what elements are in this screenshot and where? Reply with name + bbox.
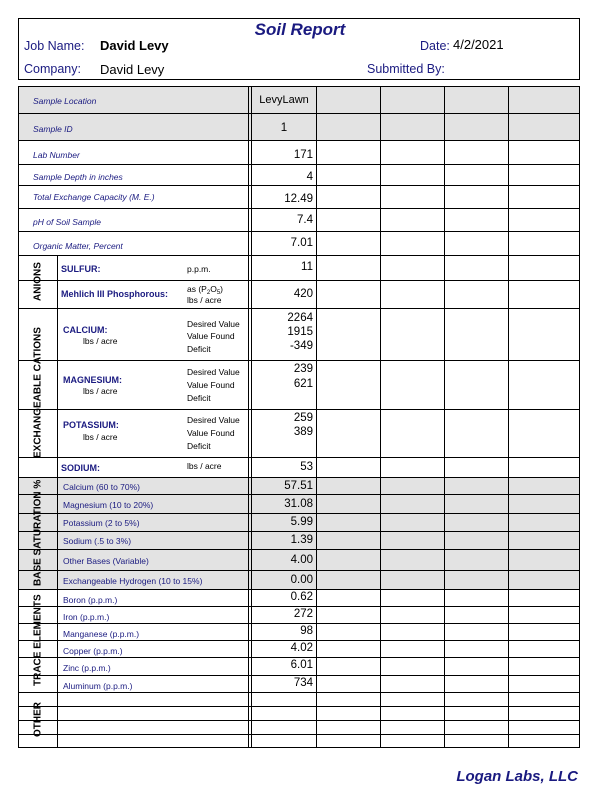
sodium-unit: lbs / acre [187, 461, 222, 471]
column-divider [508, 87, 509, 747]
column-divider [444, 87, 445, 747]
sample-id-value: 1 [280, 122, 288, 134]
table-row [19, 570, 579, 589]
phosphorous-unit: as $(P_2O_5)$ [187, 284, 223, 296]
table-row [19, 360, 579, 409]
anions-separator [19, 255, 579, 256]
company-value: David Levy [100, 62, 165, 77]
sample-location-value: LevyLawn [259, 94, 309, 106]
trace-element-value: 734 [293, 676, 313, 689]
magnesium-desired-value: 239 [293, 363, 313, 375]
company-label: Company: [24, 62, 81, 76]
potassium-desired-label: Desired Value [187, 415, 240, 425]
magnesium-found-label: Value Found [187, 380, 235, 390]
table-row [19, 640, 579, 657]
potassium-found-value: 389 [293, 426, 313, 438]
calcium-deficit-label: Deficit [187, 344, 211, 354]
calcium-found-label: Value Found [187, 331, 235, 341]
table-row [19, 531, 579, 549]
calcium-deficit-value: -349 [289, 340, 313, 352]
table-row [19, 113, 579, 140]
table-row [19, 185, 579, 208]
table-row [19, 549, 579, 570]
table-row [19, 140, 579, 164]
organic-matter-value: 7.01 [290, 237, 313, 249]
trace-element-value: 6.01 [290, 659, 313, 671]
table-row [19, 208, 579, 231]
column-divider [248, 87, 252, 747]
base-saturation-label: Magnesium (10 to 20%) [63, 499, 154, 510]
table-row [19, 494, 579, 513]
cations-group-label: EXCHANGEABLE CATIONS [32, 327, 44, 458]
group-column-divider [57, 255, 58, 747]
table-row [19, 589, 579, 606]
other-group-label: OTHER [32, 702, 44, 737]
base-saturation-value: 1.39 [290, 534, 313, 546]
table-row [19, 457, 579, 477]
potassium-unit: lbs / acre [83, 432, 118, 442]
trace-element-label: Aluminum (p.p.m.) [63, 680, 133, 691]
sulfur-value: 11 [301, 261, 313, 273]
trace-element-label: Zinc (p.p.m.) [63, 663, 111, 673]
table-row [19, 675, 579, 692]
job-name-label: Job Name: [24, 39, 85, 53]
magnesium-deficit-label: Deficit [187, 393, 211, 403]
table-row [19, 308, 579, 360]
table-row [19, 606, 579, 623]
base-saturation-label: Exchangeable Hydrogen (10 to 15%) [63, 575, 203, 586]
table-row [19, 87, 579, 113]
table-row [19, 623, 579, 640]
phosphorous-label: Mehlich III Phosphorous: [61, 289, 169, 299]
potassium-label: POTASSIUM: [63, 420, 119, 430]
table-row [19, 706, 579, 720]
phosphorous-value: 420 [293, 288, 313, 300]
table-row [19, 513, 579, 531]
table-row [19, 720, 579, 734]
tec-value: 12.49 [284, 193, 313, 205]
sample-depth-label: Sample Depth in inches [33, 172, 123, 182]
submitted-by-label: Submitted By: [367, 62, 445, 76]
base-saturation-value: 57.51 [284, 479, 313, 492]
magnesium-found-value: 621 [293, 378, 313, 390]
trace-element-label: Copper (p.p.m.) [63, 645, 123, 656]
date-label: Date: [420, 39, 450, 53]
table-row [19, 477, 579, 494]
sulfur-label: SULFUR: [61, 264, 101, 274]
base-saturation-value: 4.00 [290, 553, 313, 566]
magnesium-desired-label: Desired Value [187, 367, 240, 377]
trace-element-value: 98 [300, 624, 313, 637]
sample-id-label: Sample ID [33, 124, 73, 134]
trace-elements-group-label: TRACE ELEMENTS [32, 594, 44, 687]
trace-element-value: 272 [293, 607, 313, 620]
job-name-value: David Levy [100, 38, 169, 53]
potassium-deficit-label: Deficit [187, 441, 211, 451]
soil-report-table [18, 86, 580, 748]
ph-label: pH of Soil Sample [33, 217, 102, 227]
sulfur-unit: p.p.m. [187, 264, 211, 274]
trace-element-value: 4.02 [290, 641, 313, 654]
magnesium-unit: lbs / acre [83, 386, 118, 396]
logan-labs-brand: Logan Labs, LLC [456, 768, 578, 785]
base-saturation-value: 0.00 [290, 573, 313, 586]
calcium-unit: lbs / acre [83, 336, 118, 346]
table-row [19, 280, 579, 308]
column-divider [316, 87, 317, 747]
trace-element-label: Boron (p.p.m.) [63, 594, 118, 605]
sodium-label: SODIUM: [61, 463, 100, 473]
calcium-desired-value: 2264 [287, 312, 313, 324]
anions-group-label: ANIONS [32, 262, 44, 301]
table-row [19, 164, 579, 185]
phosphorous-unit2: lbs / acre [187, 295, 222, 305]
sample-depth-value: 4 [306, 171, 313, 183]
organic-matter-label: Organic Matter, Percent [33, 241, 123, 251]
magnesium-label: MAGNESIUM: [63, 375, 122, 385]
sodium-value: 53 [300, 461, 313, 473]
lab-number-label: Lab Number [33, 150, 80, 160]
calcium-found-value: 1915 [287, 326, 313, 338]
ph-value: 7.4 [297, 214, 313, 226]
column-divider [380, 87, 381, 747]
base-saturation-label: Calcium (60 to 70%) [63, 481, 141, 492]
trace-element-value: 0.62 [290, 590, 313, 603]
potassium-found-label: Value Found [187, 428, 235, 438]
table-row [19, 409, 579, 457]
trace-element-label: Iron (p.p.m.) [63, 611, 110, 622]
calcium-label: CALCIUM: [63, 325, 108, 335]
table-row [19, 657, 579, 675]
table-row [19, 231, 579, 255]
lab-number-value: 171 [293, 149, 313, 161]
table-row [19, 734, 579, 747]
base-saturation-value: 5.99 [290, 516, 313, 528]
base-saturation-label: Sodium (.5 to 3%) [63, 536, 132, 546]
calcium-desired-label: Desired Value [187, 319, 240, 329]
table-row [19, 692, 579, 706]
base-saturation-label: Other Bases (Variable) [63, 555, 149, 566]
base-saturation-value: 31.08 [284, 497, 313, 510]
base-saturation-label: Potassium (2 to 5%) [63, 518, 140, 528]
table-row [19, 255, 579, 280]
base-saturation-group-label: BASE SATURATION % [32, 479, 44, 587]
report-title: Soil Report [254, 20, 346, 39]
date-value: 4/2/2021 [453, 37, 504, 52]
potassium-desired-value: 259 [293, 412, 313, 424]
trace-element-label: Manganese (p.p.m.) [63, 628, 140, 639]
tec-label: Total Exchange Capacity (M. E.) [33, 192, 155, 202]
sample-location-label: Sample Location [33, 96, 97, 106]
